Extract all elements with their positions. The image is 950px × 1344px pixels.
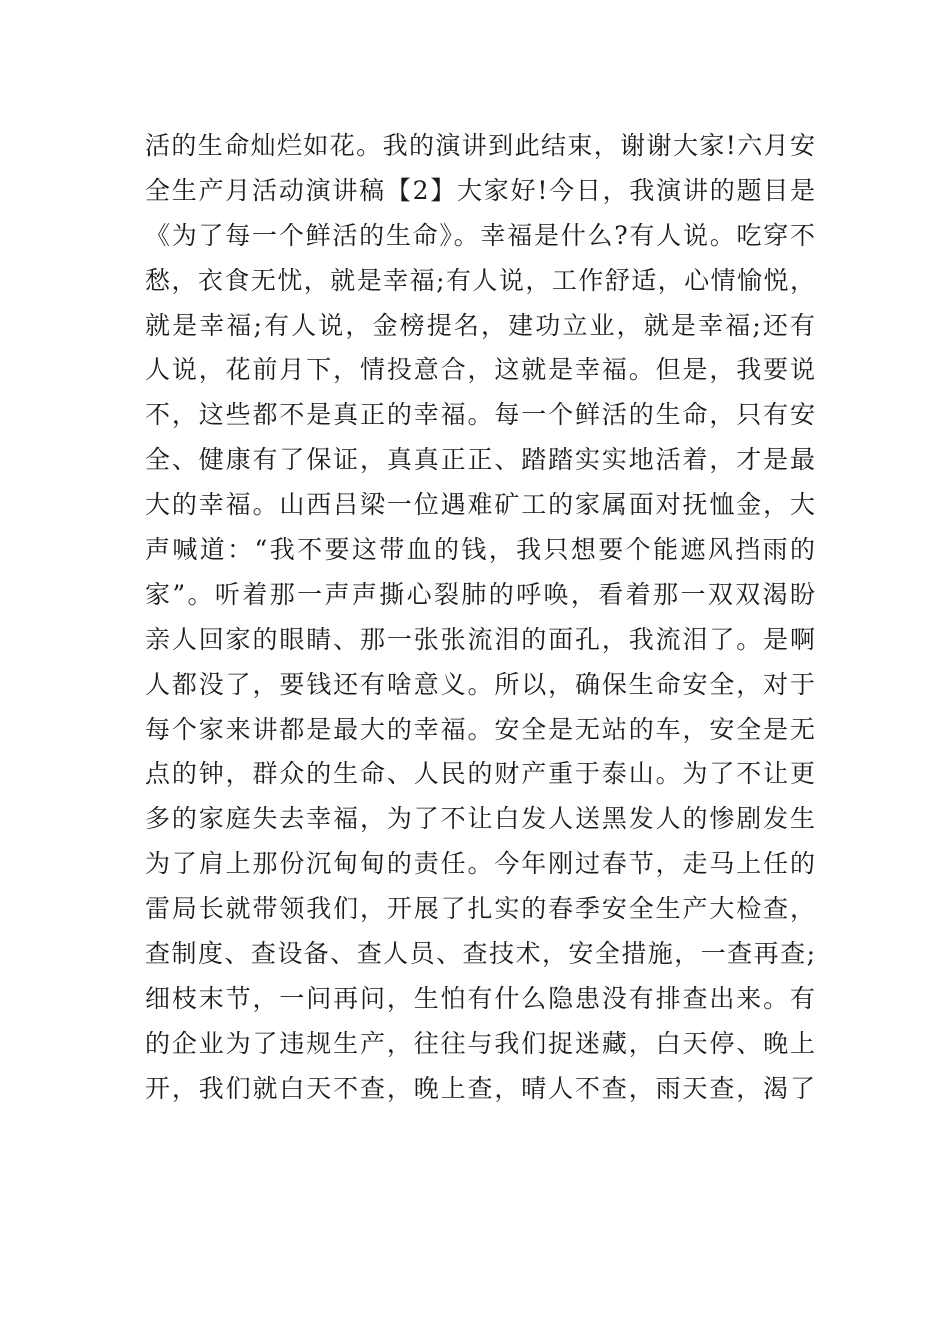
text-line-22: 开，我们就白天不查，晚上查，晴人不查，雨天查，渴了 (145, 1073, 815, 1103)
text-line-3: 《为了每一个鲜活的生命》。幸福是什么?有人说。吃穿不 (145, 220, 815, 250)
text-line-1: 活的生命灿烂如花。我的演讲到此结束，谢谢大家!六月安 (145, 131, 815, 160)
text-line-9: 大的幸福。山西吕梁一位遇难矿工的家属面对抚恤金，大 (145, 490, 815, 520)
text-line-14: 每个家来讲都是最大的幸福。安全是无站的车，安全是无 (145, 714, 815, 744)
text-line-4: 愁，衣食无忧，就是幸福;有人说，工作舒适，心情愉悦， (145, 265, 815, 295)
text-line-18: 雷局长就带领我们，开展了扎实的春季安全生产大检查， (145, 894, 815, 924)
text-line-17: 为了肩上那份沉甸甸的责任。今年刚过春节，走马上任的 (145, 849, 815, 879)
text-line-11: 家”。听着那一声声撕心裂肺的呼唤，看着那一双双渴盼 (145, 579, 815, 609)
text-line-21: 的企业为了违规生产，往往与我们捉迷藏，白天停、晚上 (145, 1028, 815, 1058)
text-line-6: 人说，花前月下，情投意合，这就是幸福。但是，我要说 (145, 355, 815, 385)
text-line-16: 多的家庭失去幸福，为了不让白发人送黑发人的惨剧发生 (145, 804, 815, 834)
text-line-20: 细枝末节，一问再问，生怕有什么隐患没有排查出来。有 (145, 983, 815, 1013)
text-line-2: 全生产月活动演讲稿【2】大家好!今日，我演讲的题目是 (145, 175, 815, 205)
text-line-10: 声喊道：“我不要这带血的钱，我只想要个能遮风挡雨的 (145, 535, 815, 565)
body-text (145, 124, 815, 1112)
text-line-8: 全、健康有了保证，真真正正、踏踏实实地活着，才是最 (145, 445, 815, 475)
text-line-7: 不，这些都不是真正的幸福。每一个鲜活的生命，只有安 (145, 400, 815, 430)
text-line-15: 点的钟，群众的生命、人民的财产重于泰山。为了不让更 (145, 759, 815, 789)
text-line-13: 人都没了，要钱还有啥意义。所以，确保生命安全，对于 (145, 669, 815, 699)
text-line-5: 就是幸福;有人说，金榜提名，建功立业，就是幸福;还有 (145, 310, 815, 340)
text-line-12: 亲人回家的眼睛、那一张张流泪的面孔，我流泪了。是啊 (145, 624, 815, 654)
text-line-19: 查制度、查设备、查人员、查技术，安全措施，一查再查; (145, 939, 815, 969)
